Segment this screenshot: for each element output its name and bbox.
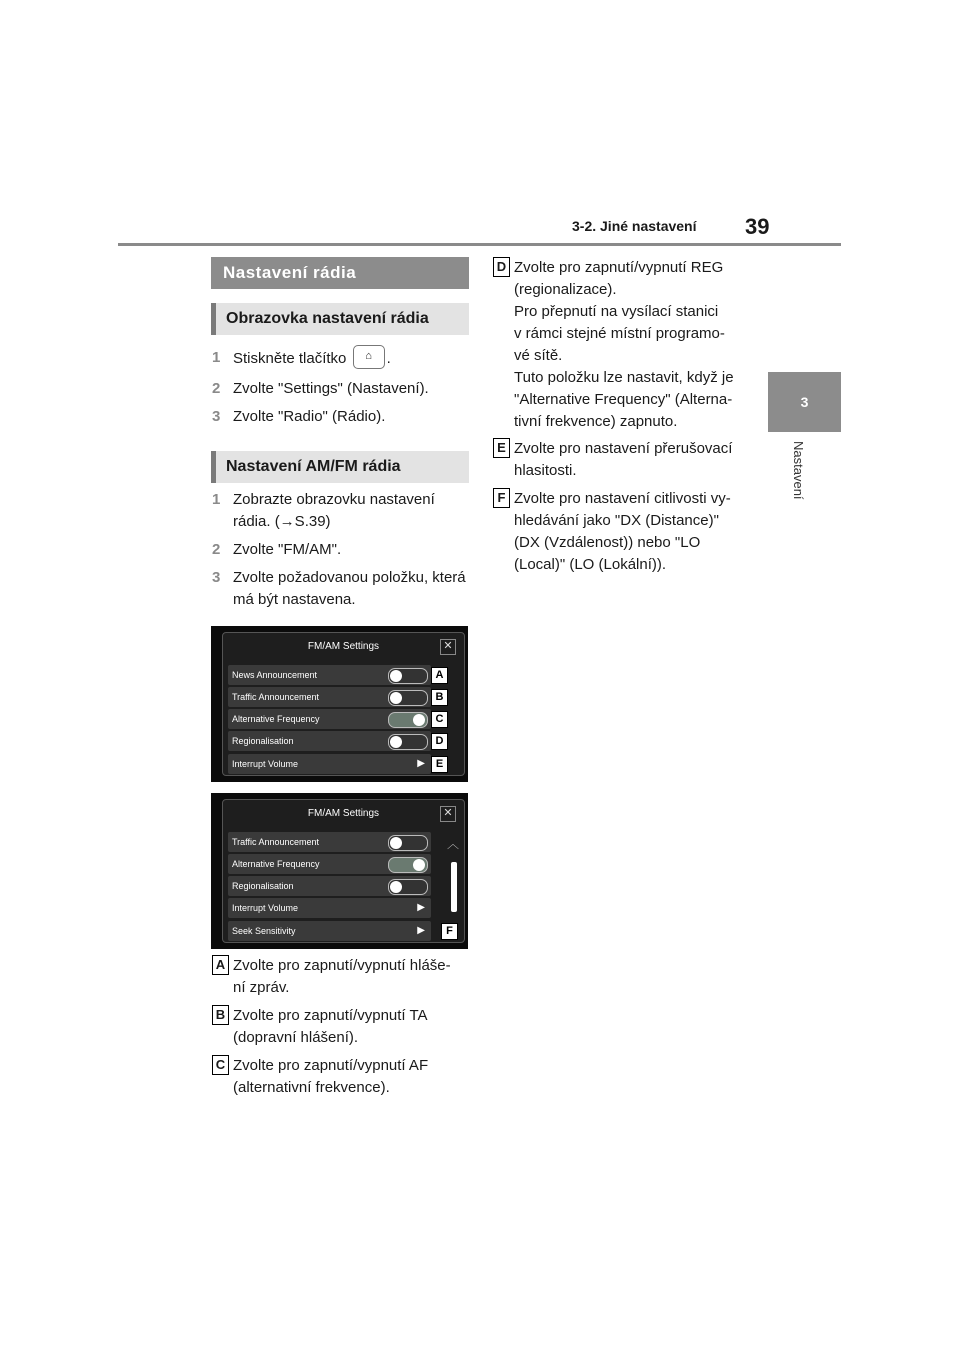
subsection-title-screen: Obrazovka nastavení rádia [211, 303, 469, 335]
note-label: B [212, 1005, 229, 1025]
callout-a: A [431, 667, 448, 684]
step-item: 2 Zvolte "Settings" (Nastavení). [212, 380, 429, 397]
play-arrow-icon: ▶ [417, 925, 425, 936]
row-regionalisation[interactable]: Regionalisation [228, 731, 431, 751]
chapter-label: Nastavení [791, 441, 806, 500]
panel-title: FM/AM Settings [307, 641, 380, 652]
subsection-title-amfm: Nastavení AM/FM rádia [211, 451, 469, 483]
section-title: Nastavení rádia [211, 257, 469, 289]
toggle-switch[interactable] [388, 668, 428, 684]
note-label: F [493, 488, 510, 508]
step-item: 3 Zvolte požadovanou položku, která má být nastavena. [212, 569, 466, 608]
close-icon[interactable]: ✕ [440, 806, 456, 822]
note-d: D Zvolte pro zapnutí/vypnutí REG (regionalizace). Pro přepnutí na vysílací stanici v rámci stejné místní programo- vé sítě. Tuto položku lze nastavit, když je "Alternative Frequency" (Alterna- tivní frekvence) zapnuto. [493, 257, 743, 433]
row-traffic-announcement[interactable]: Traffic Announcement [228, 687, 431, 707]
toggle-switch[interactable] [388, 734, 428, 750]
note-f: F Zvolte pro nastavení citlivosti vy- hledávání jako "DX (Distance)" (DX (Vzdálenost)) nebo "LO (Local)" (LO (Lokální)). [493, 488, 743, 576]
toggle-switch[interactable] [388, 712, 428, 728]
row-seek-sensitivity[interactable]: Seek Sensitivity ▶ [228, 921, 431, 941]
play-arrow-icon: ▶ [417, 758, 425, 769]
callout-b: B [431, 689, 448, 706]
step-item: 2 Zvolte "FM/AM". [212, 541, 342, 558]
note-label: D [493, 257, 510, 277]
row-interrupt-volume[interactable]: Interrupt Volume ▶ [228, 754, 431, 774]
settings-panel [222, 799, 465, 943]
chevron-up-icon[interactable]: ︿ [447, 837, 460, 851]
page-number: 39 [745, 214, 770, 239]
step-item: 3 Zvolte "Radio" (Rádio). [212, 408, 386, 425]
step-item: 1 Zobrazte obrazovku nastavení rádia. (→S.39) [212, 491, 435, 530]
row-alternative-frequency[interactable]: Alternative Frequency [228, 854, 431, 874]
row-alternative-frequency[interactable]: Alternative Frequency [228, 709, 431, 729]
row-interrupt-volume[interactable]: Interrupt Volume ▶ [228, 898, 431, 918]
play-arrow-icon: ▶ [417, 902, 425, 913]
chapter-tab [768, 372, 841, 432]
panel-title: FM/AM Settings [307, 808, 380, 819]
home-button-icon: ⌂ [353, 345, 385, 369]
callout-c: C [431, 711, 448, 728]
section-heading: 3-2. Jiné nastavení [572, 218, 697, 234]
callout-f: F [441, 923, 458, 940]
fmam-settings-screenshot-1 [211, 626, 468, 782]
close-icon[interactable]: ✕ [440, 639, 456, 655]
scrollbar[interactable] [451, 862, 457, 912]
step-item: 1 Stiskněte tlačítko ⌂ . [212, 347, 472, 371]
row-traffic-announcement[interactable]: Traffic Announcement [228, 832, 431, 852]
note-e: E Zvolte pro nastavení přerušovací hlasitosti. [493, 438, 743, 482]
note-a: A Zvolte pro zapnutí/vypnutí hláše- ní zpráv. [212, 955, 462, 999]
row-news-announcement[interactable]: News Announcement [228, 665, 431, 685]
callout-d: D [431, 733, 448, 750]
toggle-switch[interactable] [388, 879, 428, 895]
toggle-switch[interactable] [388, 690, 428, 706]
toggle-switch[interactable] [388, 857, 428, 873]
chapter-number: 3 [800, 394, 809, 410]
note-label: A [212, 955, 229, 975]
header-rule [118, 243, 841, 246]
row-regionalisation[interactable]: Regionalisation [228, 876, 431, 896]
note-c: C Zvolte pro zapnutí/vypnutí AF (alternativní frekvence). [212, 1055, 462, 1099]
callout-e: E [431, 756, 448, 773]
note-b: B Zvolte pro zapnutí/vypnutí TA (dopravní hlášení). [212, 1005, 462, 1049]
settings-panel [222, 632, 465, 776]
fmam-settings-screenshot-2 [211, 793, 468, 949]
note-label: E [493, 438, 510, 458]
toggle-switch[interactable] [388, 835, 428, 851]
note-label: C [212, 1055, 229, 1075]
